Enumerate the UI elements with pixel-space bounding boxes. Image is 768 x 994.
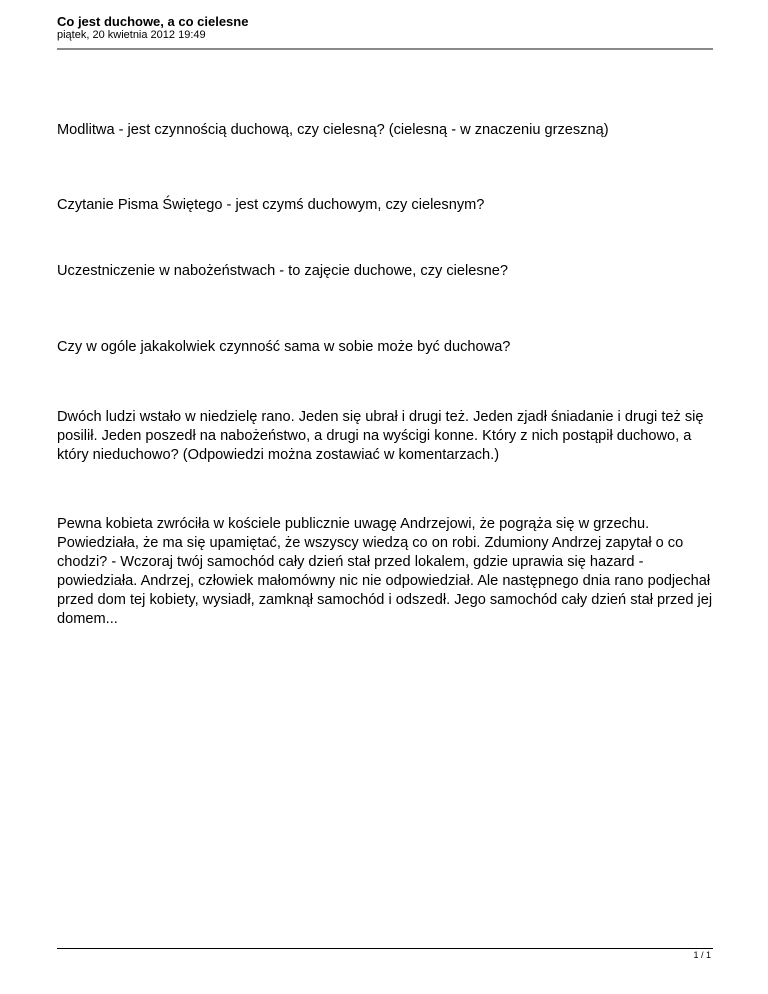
paragraph-scripture: Czytanie Pisma Świętego - jest czymś duchowym, czy cielesnym? xyxy=(57,197,485,213)
post-date: piątek, 20 kwietnia 2012 19:49 xyxy=(57,29,206,41)
header-divider xyxy=(57,48,713,50)
page-number: 1 / 1 xyxy=(693,950,711,960)
paragraph-question: Czy w ogóle jakakolwiek czynność sama w sobie może być duchowa? xyxy=(57,339,511,355)
paragraph-services: Uczestniczenie w nabożeństwach - to zajęcie duchowe, czy cielesne? xyxy=(57,263,509,279)
footer-divider xyxy=(57,948,713,949)
document-header xyxy=(57,14,713,42)
page-title: Co jest duchowe, a co cielesne xyxy=(57,14,249,29)
paragraph-story: Pewna kobieta zwróciła w kościele publicznie uwagę Andrzejowi, że pogrąża się w grzechu. Powiedziała, że ma się upamiętać, że wszyscy wiedzą co on robi. Zdumiony Andrzej zapytał o co chodzi? - Wczoraj twój samochód cały dzień stał przed lokalem, gdzie uprawia się hazard - powiedziała. Andrzej, człowiek małomówny nic nie odpowiedział. Ale następnego dnia rano podjechał przed dom tej kobiety, wysiadł, zamknął samochód i odszedł. Jego samochód cały dzień stał przed jej domem... xyxy=(57,516,713,627)
paragraph-prayer: Modlitwa - jest czynnością duchową, czy cielesną? (cielesną - w znaczeniu grzeszną) xyxy=(57,122,609,138)
paragraph-two-men: Dwóch ludzi wstało w niedzielę rano. Jeden się ubrał i drugi też. Jeden zjadł śniadanie i drugi też się posilił. Jeden poszedł na nabożeństwo, a drugi na wyścigi konne. Który z nich postąpił duchowo, a który nieduchowo? (Odpowiedzi można zostawiać w komentarzach.) xyxy=(57,409,704,463)
